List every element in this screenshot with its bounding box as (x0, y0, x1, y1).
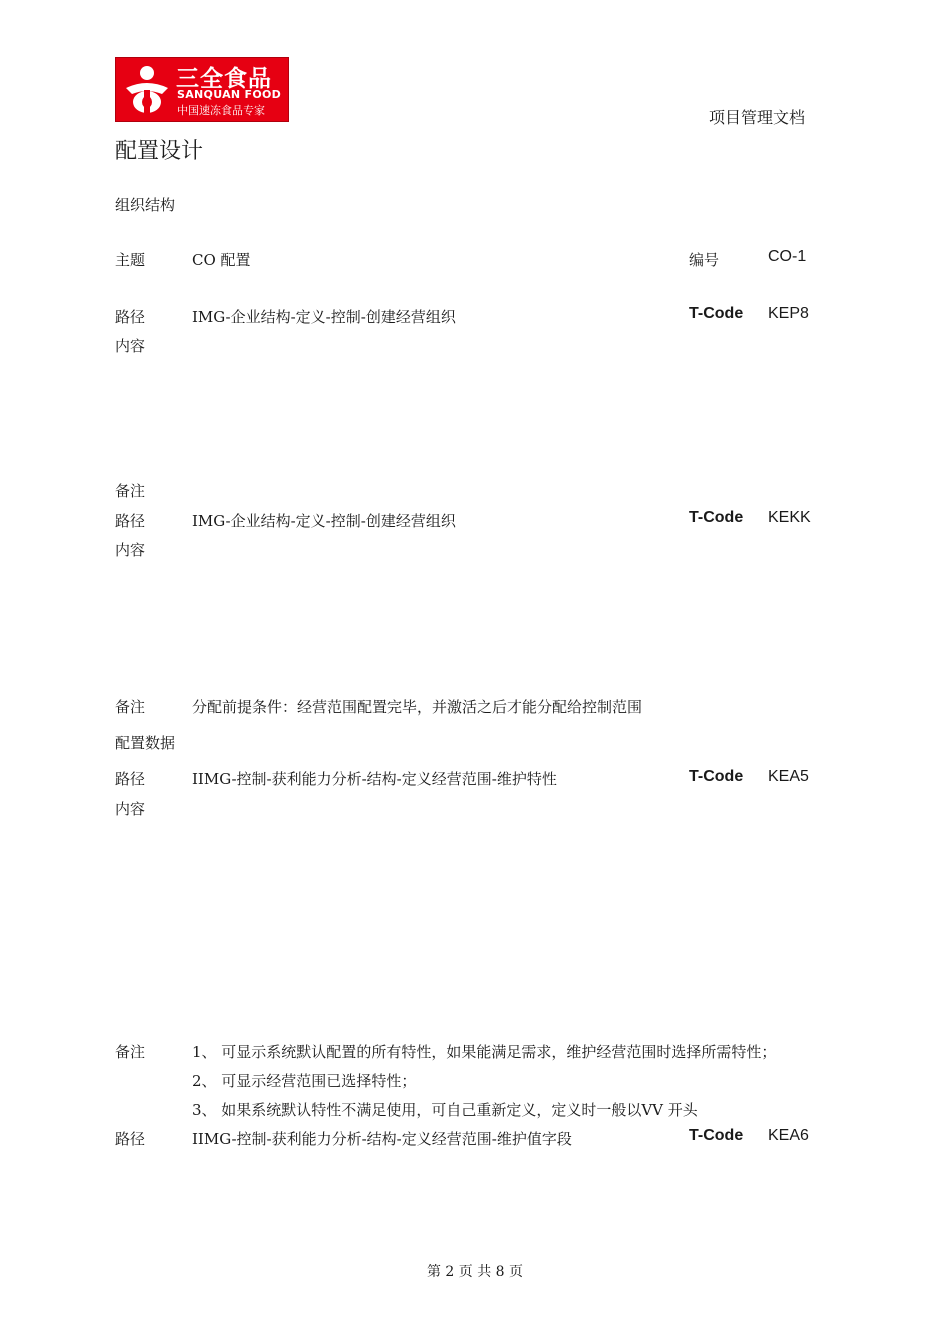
logo-english-name: SANQUAN FOOD (177, 88, 282, 101)
section-config-data: 配置数据 (115, 734, 176, 752)
note-text: 分配前提条件：经营范围配置完毕，并激活之后才能分配给控制范围 (192, 698, 643, 716)
note-item: 1、 可显示系统默认配置的所有特性，如果能满足需求，维护经营范围时选择所需特性； (192, 1043, 777, 1061)
tcode-value: KEA5 (768, 768, 809, 785)
logo-tagline: 中国速冻食品专家 (177, 104, 265, 117)
note-label: 备注 (115, 1043, 146, 1061)
note-label: 备注 (115, 698, 146, 716)
content-label: 内容 (115, 541, 146, 559)
path-label: 路径 (115, 770, 146, 788)
tcode-label: T-Code (689, 509, 744, 526)
tcode-value: KEKK (768, 509, 811, 526)
entry-path: IMG-企业结构-定义-控制-创建经营组织 (192, 512, 456, 530)
path-label: 路径 (115, 512, 146, 530)
section-org-structure: 组织结构 (115, 196, 176, 214)
subject-value: CO 配置 (192, 251, 251, 269)
entry-path: IIMG-控制-获利能力分析-结构-定义经营范围-维护值字段 (192, 1130, 572, 1148)
content-label: 内容 (115, 337, 146, 355)
path-label: 路径 (115, 1130, 146, 1148)
page-title: 配置设计 (115, 139, 204, 164)
tcode-value: KEA6 (768, 1127, 809, 1144)
entry-path: IMG-企业结构-定义-控制-创建经营组织 (192, 308, 456, 326)
path-label: 路径 (115, 308, 146, 326)
page-number-footer: 第 2 页 共 8 页 (426, 1264, 524, 1280)
subject-label: 主题 (115, 251, 146, 269)
note-label: 备注 (115, 482, 146, 500)
tcode-label: T-Code (689, 768, 744, 785)
tcode-label: T-Code (689, 1127, 744, 1144)
tcode-label: T-Code (689, 305, 744, 322)
number-label: 编号 (689, 251, 720, 269)
content-label: 内容 (115, 800, 146, 818)
number-value: CO-1 (768, 248, 807, 265)
logo-figure-icon (122, 64, 172, 116)
note-item: 2、 可显示经营范围已选择特性； (192, 1072, 417, 1090)
tcode-value: KEP8 (768, 305, 809, 322)
note-item: 3、 如果系统默认特性不满足使用，可自己重新定义，定义时一般以VV 开头 (192, 1101, 698, 1119)
document-type-title: 项目管理文档 (709, 108, 806, 127)
company-logo (115, 57, 289, 122)
logo-chinese-name: 三全食品 (176, 66, 272, 92)
entry-path: IIMG-控制-获利能力分析-结构-定义经营范围-维护特性 (192, 770, 557, 788)
